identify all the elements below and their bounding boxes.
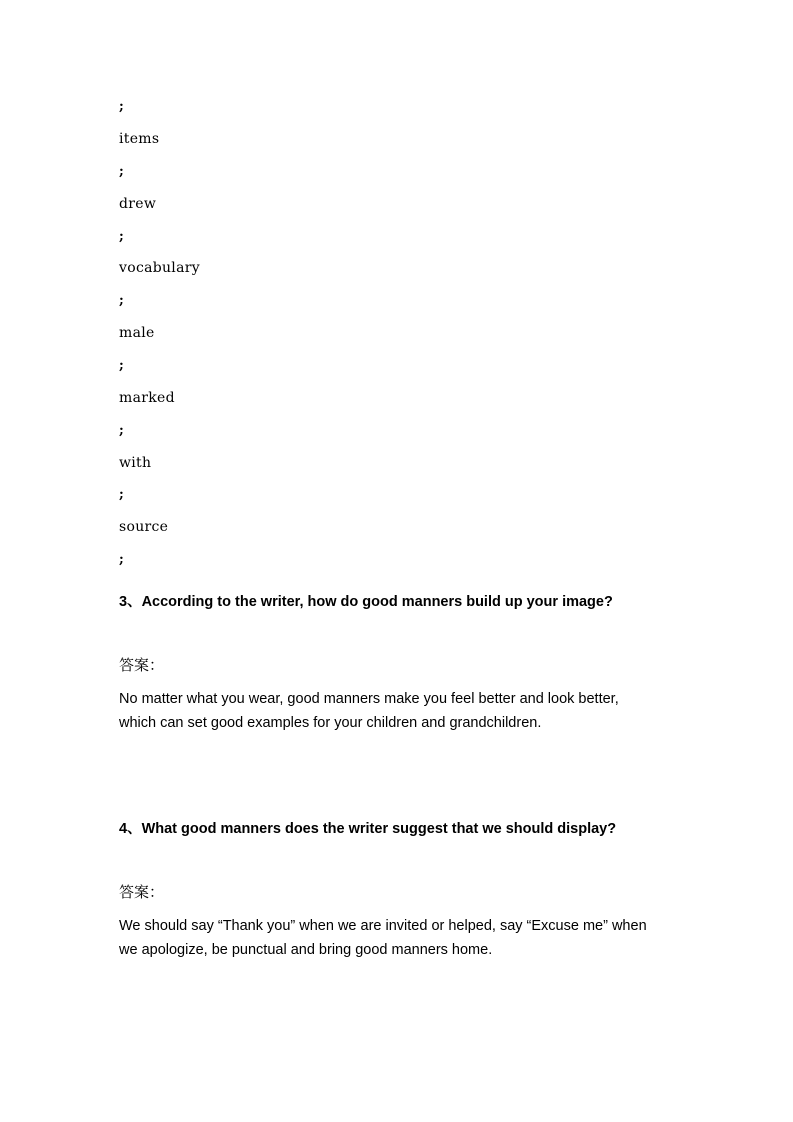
word-list-item: with — [119, 455, 152, 471]
word-list-separator: ; — [119, 358, 124, 373]
word-list-item: male — [119, 325, 155, 341]
word-list-item: source — [119, 519, 169, 535]
word-list-item: marked — [119, 390, 175, 406]
word-list-separator: ; — [119, 229, 124, 244]
answer-line: No matter what you wear, good manners make you feel better and look better, — [119, 691, 619, 707]
question-text: 3、According to the writer, how do good manners build up your image? — [119, 594, 613, 610]
word-list-item: drew — [119, 196, 157, 212]
answer-label: 答案： — [119, 656, 165, 674]
answer-line: which can set good examples for your children and grandchildren. — [119, 715, 542, 731]
word-list-separator: ; — [119, 293, 124, 308]
word-list-item: vocabulary — [119, 260, 200, 276]
word-list-separator: ; — [119, 487, 124, 502]
word-list-separator: ; — [119, 164, 124, 179]
word-list-separator: ; — [119, 552, 124, 567]
answer-label: 答案： — [119, 883, 165, 901]
answer-line: We should say “Thank you” when we are invited or helped, say “Excuse me” when — [119, 918, 647, 934]
question-text: 4、What good manners does the writer suggest that we should display? — [119, 821, 617, 837]
word-list-separator: ; — [119, 423, 124, 438]
word-list-separator: ; — [119, 99, 124, 114]
answer-line: we apologize, be punctual and bring good manners home. — [119, 942, 493, 958]
word-list-item: items — [119, 131, 160, 147]
